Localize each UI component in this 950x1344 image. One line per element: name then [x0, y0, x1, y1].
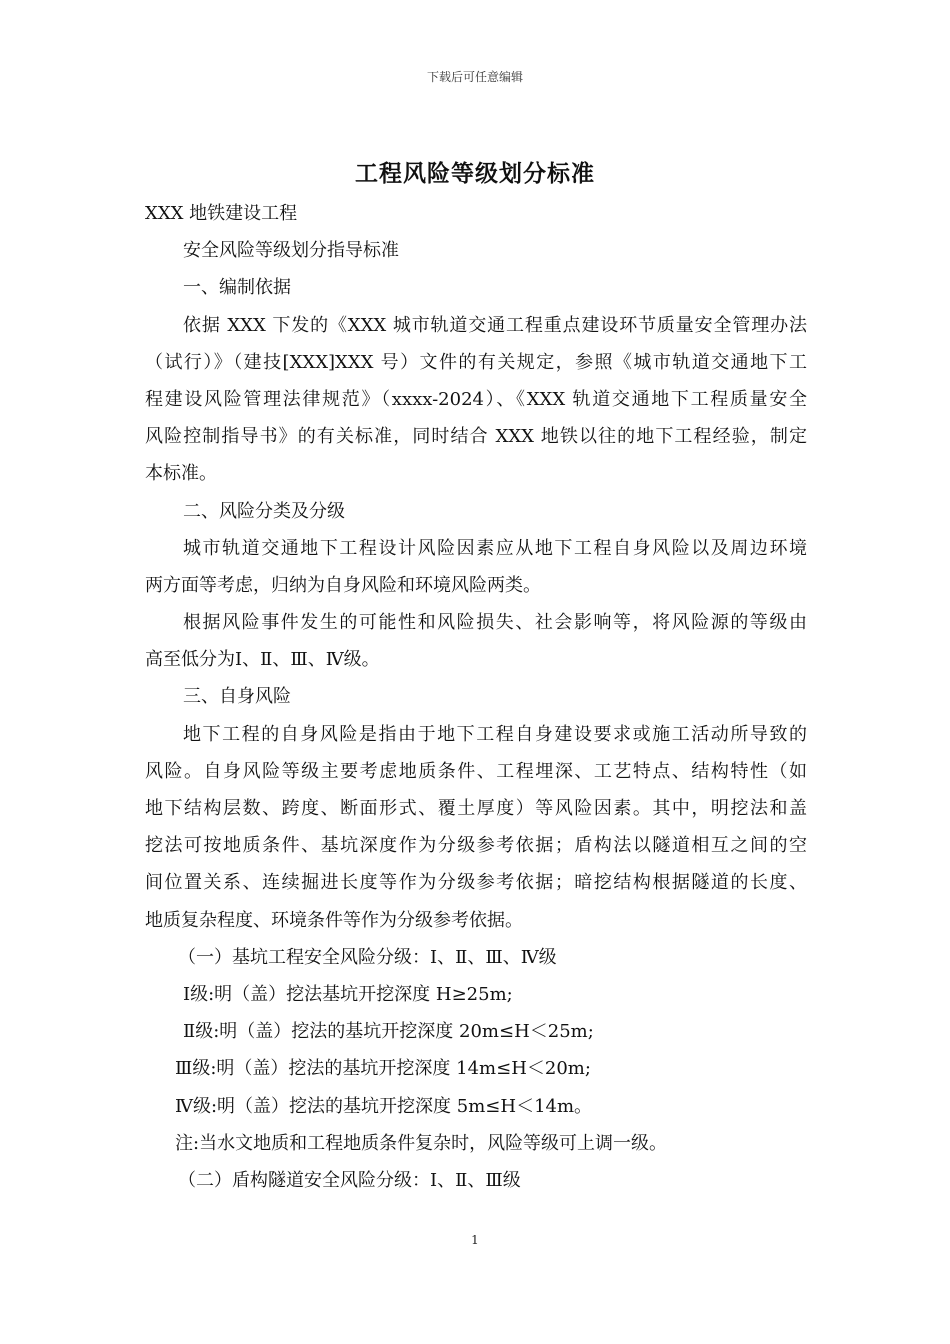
document-body	[145, 195, 807, 1199]
paragraph-line: 地下结构层数、跨度、断面形式、覆土厚度）等风险因素。其中，明挖法和盖	[145, 798, 807, 819]
paragraph-line: 依据 XXX 下发的《XXX 城市轨道交通工程重点建设环节质量安全管理办法	[183, 314, 807, 336]
paragraph-line: 地下工程的自身风险是指由于地下工程自身建设要求或施工活动所导致的	[183, 723, 807, 745]
section-heading-2: 二、风险分类及分级	[183, 500, 345, 522]
section-heading-3: 三、自身风险	[183, 686, 291, 708]
subsection-heading-1: （一）基坑工程安全风险分级：Ⅰ、Ⅱ、Ⅲ、Ⅳ级	[178, 946, 557, 968]
note-line: 注:当水文地质和工程地质条件复杂时，风险等级可上调一级。	[175, 1132, 668, 1154]
risk-level-item: Ⅰ级:明（盖）挖法基坑开挖深度 H≥25m;	[183, 983, 513, 1005]
risk-level-item: Ⅱ级:明（盖）挖法的基坑开挖深度 20m≤H＜25m;	[183, 1021, 594, 1043]
paragraph-line: 根据风险事件发生的可能性和风险损失、社会影响等，将风险源的等级由	[183, 612, 807, 634]
paragraph-line: （试行）》（建技[XXX]XXX 号）文件的有关规定，参照《城市轨道交通地下工	[145, 351, 807, 373]
section-heading-1: 一、编制依据	[183, 277, 291, 299]
paragraph-line: 本标准。	[145, 463, 217, 485]
page-number: 1	[471, 1233, 479, 1247]
paragraph-line: 挖法可按地质条件、基坑深度作为分级参考依据；盾构法以隧道相互之间的空	[145, 835, 807, 857]
subsection-heading-2: （二）盾构隧道安全风险分级：Ⅰ、Ⅱ、Ⅲ级	[178, 1169, 521, 1191]
document-title: 工程风险等级划分标准	[355, 160, 595, 187]
paragraph-line: 高至低分为Ⅰ、Ⅱ、Ⅲ、Ⅳ级。	[145, 649, 380, 671]
paragraph-line: 城市轨道交通地下工程设计风险因素应从地下工程自身风险以及周边环境	[183, 537, 807, 559]
project-name-line: XXX 地铁建设工程	[145, 203, 298, 224]
paragraph-line: 程建设风险管理法律规范》（xxxx-2024）、《XXX 轨道交通地下工程质量安全	[145, 388, 807, 410]
paragraph-line: 地质复杂程度、环境条件等作为分级参考依据。	[145, 909, 523, 931]
paragraph-line: 两方面等考虑，归纳为自身风险和环境风险两类。	[145, 574, 541, 596]
paragraph-line: 间位置关系、连续掘进长度等作为分级参考依据；暗挖结构根据隧道的长度、	[145, 872, 807, 894]
risk-level-item: Ⅳ级:明（盖）挖法的基坑开挖深度 5m≤H＜14m。	[175, 1095, 593, 1117]
standard-subtitle-line: 安全风险等级划分指导标准	[183, 240, 399, 262]
page-header-note: 下载后可任意编辑	[426, 70, 523, 84]
paragraph-line: 风险。自身风险等级主要考虑地质条件、工程埋深、工艺特点、结构特性（如	[145, 760, 807, 782]
risk-level-item: Ⅲ级:明（盖）挖法的基坑开挖深度 14m≤H＜20m;	[175, 1058, 591, 1080]
paragraph-line: 风险控制指导书》的有关标准，同时结合 XXX 地铁以往的地下工程经验，制定	[145, 426, 807, 448]
